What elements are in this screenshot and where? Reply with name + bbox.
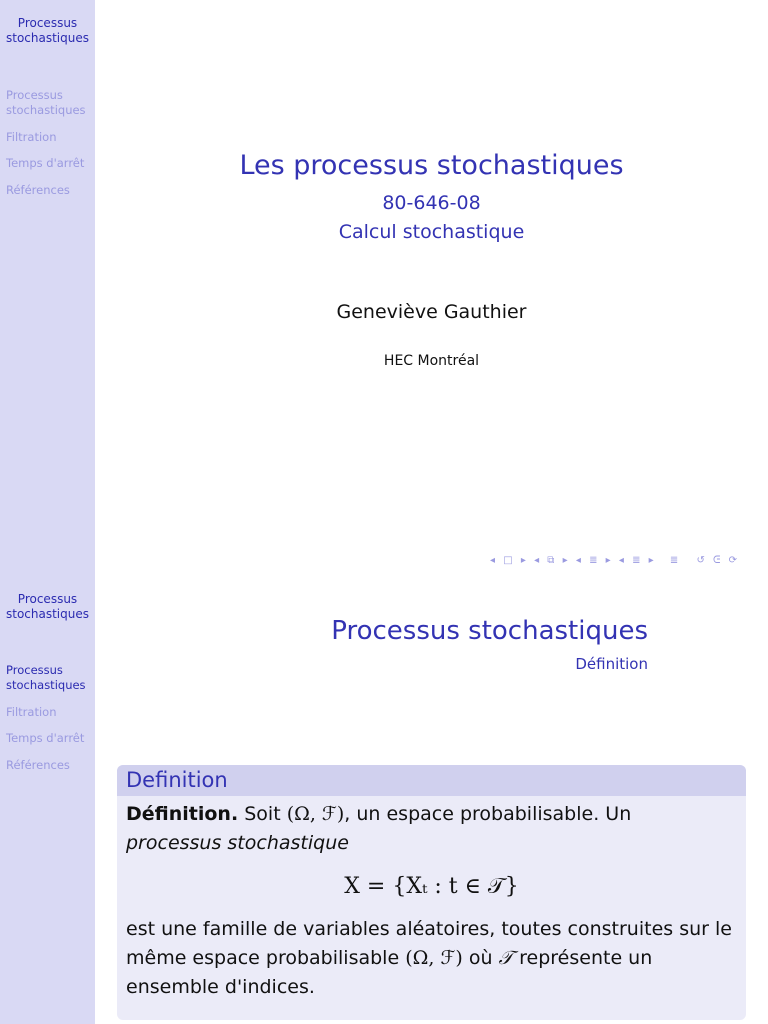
sidebar-title[interactable]: Processus stochastiques (5, 16, 89, 45)
text: , un espace probabilisable. Un (344, 803, 632, 825)
sidebar (0, 580, 95, 1024)
sidebar-item-filtration[interactable]: Filtration (6, 130, 57, 144)
text: est une famille de variables aléatoires, toutes construites sur le même espace probabilisable (126, 918, 732, 969)
nav-prev-icon[interactable]: ◂ (534, 555, 541, 566)
sidebar-item-processus[interactable]: Processus stochastiques (6, 88, 86, 117)
equation: X = {Xₜ : t ∈ 𝒯} (344, 874, 519, 899)
nav-next-icon[interactable]: ▸ (520, 555, 527, 566)
block-body (117, 796, 746, 1006)
nav-slide-icon[interactable]: □ (503, 555, 514, 566)
text: où (462, 947, 499, 969)
nav-section-icon[interactable]: ≣ (632, 555, 642, 566)
institution: HEC Montréal (383, 353, 480, 369)
course-code: 80-646-08 (382, 192, 481, 214)
math-index-set: 𝒯 (498, 947, 514, 969)
definition-block (117, 765, 746, 1020)
definition-slide (0, 580, 768, 1024)
sidebar-item-temps-arret[interactable]: Temps d'arrêt (6, 731, 85, 745)
nav-next-icon[interactable]: ▸ (648, 555, 655, 566)
nav-prev-icon[interactable]: ◂ (490, 555, 497, 566)
sidebar-item-temps-arret[interactable]: Temps d'arrêt (6, 156, 85, 170)
sidebar-item-references[interactable]: Références (6, 758, 70, 772)
text: Soit (244, 803, 287, 825)
nav-frame-icon[interactable]: ⧉ (547, 555, 556, 566)
nav-subsection-icon[interactable]: ≣ (589, 555, 599, 566)
nav-next-icon[interactable]: ▸ (562, 555, 569, 566)
term: processus stochastique (126, 832, 349, 854)
presentation-title: Les processus stochastiques (239, 150, 624, 181)
nav-prev-icon[interactable]: ◂ (618, 555, 625, 566)
sidebar (0, 0, 95, 580)
definition-continuation (126, 915, 737, 1002)
sidebar-item-filtration[interactable]: Filtration (6, 705, 57, 719)
nav-prev-icon[interactable]: ◂ (575, 555, 582, 566)
nav-next-icon[interactable]: ▸ (605, 555, 612, 566)
math-omega-f: (Ω, ℱ) (286, 803, 345, 825)
nav-document-icon[interactable]: ≣ (669, 555, 680, 566)
frame-subtitle: Définition (575, 655, 648, 673)
nav-forward-icon[interactable]: ⟳ (728, 555, 739, 566)
nav-search-icon[interactable]: ᕮ (713, 555, 722, 566)
text: représente un ensemble d'indices. (126, 947, 653, 998)
nav-back-icon[interactable]: ↺ (696, 555, 706, 566)
block-heading: Definition (117, 765, 746, 796)
sidebar-item-processus[interactable]: Processus stochastiques (6, 663, 86, 692)
sidebar-item-references[interactable]: Références (6, 183, 70, 197)
course-name: Calcul stochastique (338, 221, 525, 243)
definition-first-line (126, 800, 737, 829)
author-name: Geneviève Gauthier (336, 301, 527, 323)
bold-lead: Définition. (126, 803, 239, 825)
sidebar-title[interactable]: Processus stochastiques (5, 592, 89, 621)
math-omega-f: (Ω, ℱ) (405, 947, 463, 969)
frame-title: Processus stochastiques (331, 616, 648, 646)
navigation-symbols (490, 555, 741, 566)
